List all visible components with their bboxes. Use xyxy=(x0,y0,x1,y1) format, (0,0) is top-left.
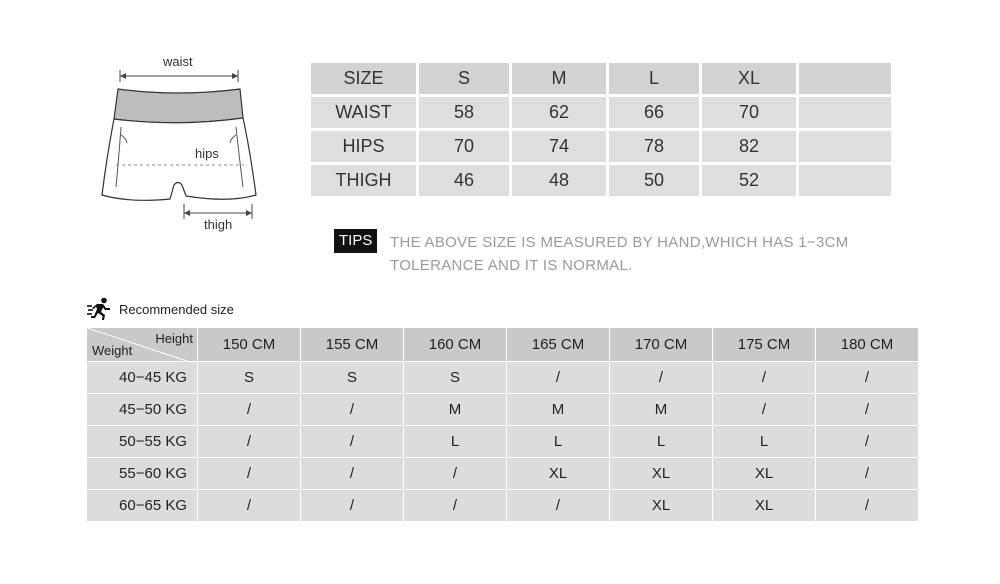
size-cell xyxy=(799,97,891,128)
size-cell: / xyxy=(301,458,404,490)
size-chart-table xyxy=(308,60,894,199)
size-chart-row xyxy=(311,131,891,162)
hips-label: hips xyxy=(195,146,219,161)
size-cell: L xyxy=(404,426,507,458)
size-cell: S xyxy=(301,362,404,394)
size-cell: S xyxy=(404,362,507,394)
size-cell: / xyxy=(198,458,301,490)
size-cell: / xyxy=(404,458,507,490)
height-header-cell: 160 CM xyxy=(404,328,507,362)
size-cell: / xyxy=(507,362,610,394)
height-header-cell: 170 CM xyxy=(610,328,713,362)
size-cell: L xyxy=(507,426,610,458)
weight-cell: 55−60 KG xyxy=(87,458,198,490)
size-cell: / xyxy=(713,362,816,394)
weight-cell: 60−65 KG xyxy=(87,490,198,522)
size-header-cell: SIZE xyxy=(311,63,416,94)
size-chart-row xyxy=(311,97,891,128)
size-cell: / xyxy=(816,362,919,394)
size-cell xyxy=(799,131,891,162)
recommended-size-title: Recommended size xyxy=(119,302,234,317)
size-cell: M xyxy=(404,394,507,426)
height-weight-corner-cell xyxy=(87,328,198,362)
height-header-cell: 150 CM xyxy=(198,328,301,362)
recommended-header-row xyxy=(87,328,919,362)
recommended-row xyxy=(87,426,919,458)
size-cell: 78 xyxy=(609,131,699,162)
thigh-label: thigh xyxy=(204,217,233,232)
size-cell: L xyxy=(610,426,713,458)
weight-cell: 45−50 KG xyxy=(87,394,198,426)
size-row-label: WAIST xyxy=(311,97,416,128)
size-header-cell xyxy=(799,63,891,94)
size-cell: 70 xyxy=(702,97,796,128)
size-cell: XL xyxy=(713,458,816,490)
size-cell: M xyxy=(610,394,713,426)
size-cell: S xyxy=(198,362,301,394)
size-cell: 52 xyxy=(702,165,796,196)
size-header-cell: S xyxy=(419,63,509,94)
size-cell: / xyxy=(507,490,610,522)
size-cell: 58 xyxy=(419,97,509,128)
shorts-diagram xyxy=(90,45,290,245)
size-cell xyxy=(799,165,891,196)
size-cell: 82 xyxy=(702,131,796,162)
size-cell: 50 xyxy=(609,165,699,196)
size-header-cell: M xyxy=(512,63,606,94)
size-cell: / xyxy=(816,458,919,490)
size-cell: / xyxy=(301,490,404,522)
recommended-row xyxy=(87,490,919,522)
size-cell: 66 xyxy=(609,97,699,128)
size-row-label: HIPS xyxy=(311,131,416,162)
waist-label: waist xyxy=(163,54,193,69)
size-cell: / xyxy=(816,394,919,426)
tips-text: THE ABOVE SIZE IS MEASURED BY HAND,WHICH HAS 1−3CM TOLERANCE AND IT IS NORMAL. xyxy=(390,234,849,274)
size-cell: / xyxy=(816,426,919,458)
size-cell: 62 xyxy=(512,97,606,128)
size-cell: XL xyxy=(610,490,713,522)
height-header-cell: 180 CM xyxy=(816,328,919,362)
size-chart-header-row xyxy=(311,63,891,94)
size-cell: 46 xyxy=(419,165,509,196)
weight-cell: 50−55 KG xyxy=(87,426,198,458)
corner-height-label: Height xyxy=(155,331,193,346)
size-cell: / xyxy=(198,426,301,458)
size-cell: 70 xyxy=(419,131,509,162)
size-cell: XL xyxy=(610,458,713,490)
size-chart-row xyxy=(311,165,891,196)
size-cell: XL xyxy=(713,490,816,522)
corner-weight-label: Weight xyxy=(92,343,133,358)
size-header-cell: L xyxy=(609,63,699,94)
recommended-row xyxy=(87,458,919,490)
size-cell: / xyxy=(610,362,713,394)
size-cell: / xyxy=(713,394,816,426)
recommended-row xyxy=(87,394,919,426)
size-cell: / xyxy=(301,394,404,426)
size-cell: 48 xyxy=(512,165,606,196)
shorts-illustration xyxy=(90,45,290,245)
size-cell: / xyxy=(404,490,507,522)
size-cell: M xyxy=(507,394,610,426)
size-cell: / xyxy=(198,394,301,426)
recommended-row xyxy=(87,362,919,394)
tips-badge: TIPS xyxy=(334,229,377,253)
size-cell: 74 xyxy=(512,131,606,162)
height-header-cell: 175 CM xyxy=(713,328,816,362)
size-row-label: THIGH xyxy=(311,165,416,196)
size-header-cell: XL xyxy=(702,63,796,94)
recommended-size-table xyxy=(86,327,919,522)
size-cell: XL xyxy=(507,458,610,490)
running-person-icon xyxy=(87,297,113,326)
size-cell: L xyxy=(713,426,816,458)
height-header-cell: 165 CM xyxy=(507,328,610,362)
height-header-cell: 155 CM xyxy=(301,328,404,362)
size-cell: / xyxy=(301,426,404,458)
size-cell: / xyxy=(198,490,301,522)
weight-cell: 40−45 KG xyxy=(87,362,198,394)
size-cell: / xyxy=(816,490,919,522)
